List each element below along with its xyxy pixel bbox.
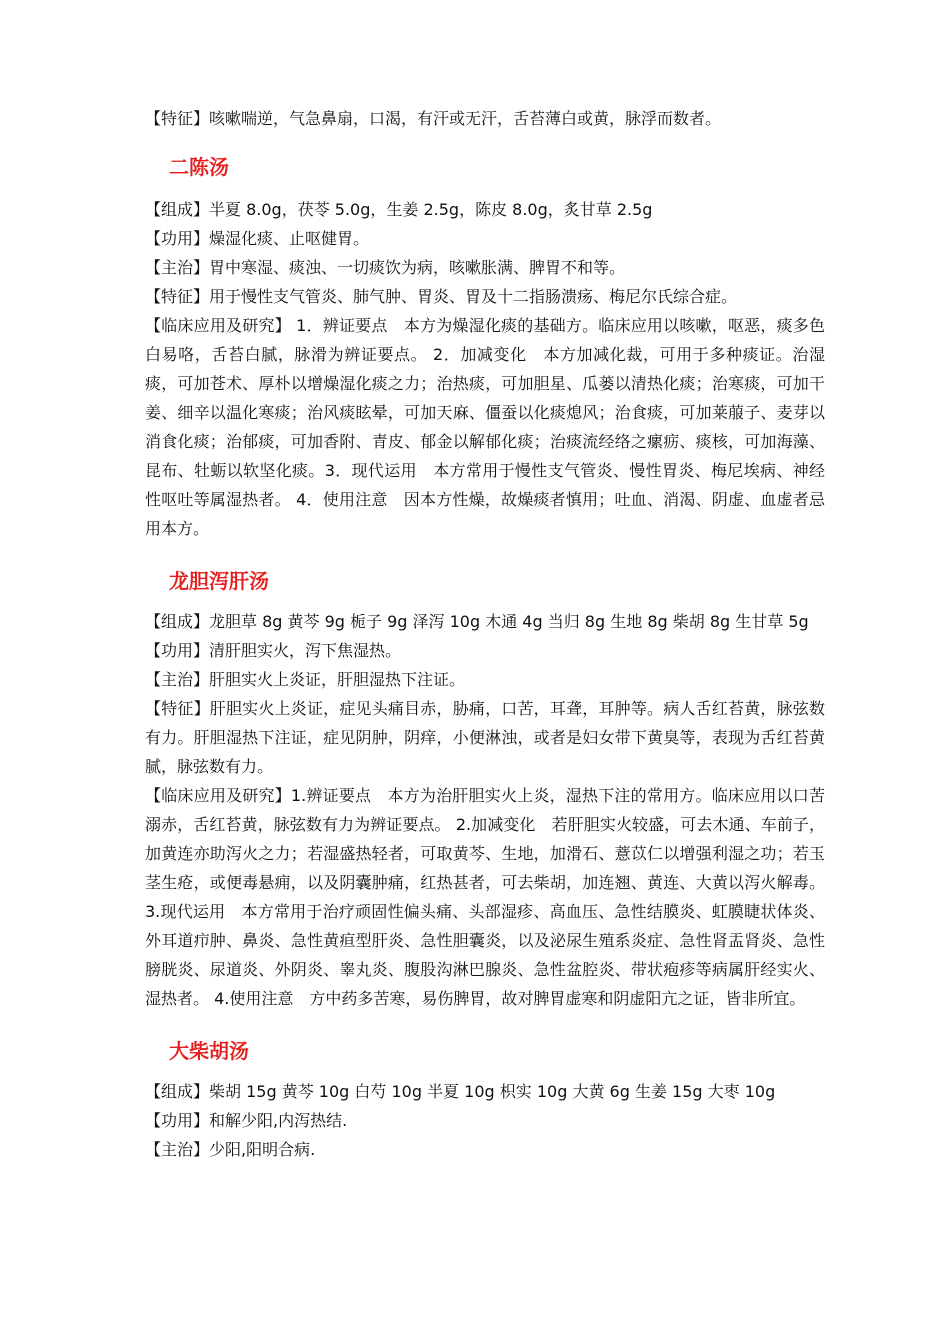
indication-line: 【主治】肝胆实火上炎证，肝胆湿热下注证。	[145, 670, 466, 689]
clinical-paragraph: 【临床应用及研究】 1．辨证要点 本方为燥湿化痰的基础方。临床应用以咳嗽，呕恶，痰多色白易咯，舌苔白腻，脉滑为辨证要点。 2．加减变化 本方加减化裁，可用于多种痰证。治湿痰，可加苍术、厚朴以增燥湿化痰之力；治热痰，可加胆星、瓜蒌以清热化痰；治寒痰，可加干姜、细辛以温化寒痰；治风痰眩晕，可加天麻、僵蚕以化痰熄风；治食痰，可加莱菔子、麦芽以消食化痰；治郁痰，可加香附、青皮、郁金以解郁化痰；治痰流经络之瘰疬、痰核，可加海藻、昆布、牡蛎以软坚化痰。3．现代运用 本方常用于慢性支气管炎、慢性胃炎、梅尼埃病、神经性呕吐等属湿热者。 4．使用注意 因本方性燥，故燥痰者慎用；吐血、消渴、阴虚、血虚者忌用本方。	[145, 316, 825, 538]
composition-line: 【组成】半夏 8.0g，茯苓 5.0g，生姜 2.5g，陈皮 8.0g，炙甘草 2.5g	[145, 200, 653, 219]
function-line: 【功用】燥湿化痰、止呕健胃。	[145, 229, 370, 248]
clinical-paragraph: 【临床应用及研究】1.辨证要点 本方为治肝胆实火上炎，湿热下注的常用方。临床应用以口苦溺赤，舌红苔黄，脉弦数有力为辨证要点。 2.加减变化 若肝胆实火较盛，可去木通、车前子，加黄连亦助泻火之力；若湿盛热轻者，可取黄芩、生地，加滑石、薏苡仁以增强利湿之功；若玉茎生疮，或便毒悬痈，以及阴囊肿痛，红热甚者，可去柴胡，加连翘、黄连、大黄以泻火解毒。 3.现代运用 本方常用于治疗顽固性偏头痛、头部湿疹、高血压、急性结膜炎、虹膜睫状体炎、外耳道疖肿、鼻炎、急性黄疸型肝炎、急性胆囊炎，以及泌尿生殖系炎症、急性肾盂肾炎、急性膀胱炎、尿道炎、外阴炎、睾丸炎、腹股沟淋巴腺炎、急性盆腔炎、带状疱疹等病属肝经实火、湿热者。 4.使用注意 方中药多苦寒，易伤脾胃，故对脾胃虚寒和阴虚阳亢之证，皆非所宜。	[145, 786, 825, 1008]
section-title-dachaihu: 大柴胡汤	[169, 1039, 249, 1063]
function-line: 【功用】和解少阳,内泻热结.	[145, 1111, 348, 1130]
function-line: 【功用】清肝胆实火，泻下焦湿热。	[145, 641, 402, 660]
indication-line: 【主治】少阳,阳明合病.	[145, 1140, 316, 1159]
section-title-erchen: 二陈汤	[169, 155, 229, 179]
intro-feature: 【特征】咳嗽喘逆，气急鼻扇，口渴，有汗或无汗，舌苔薄白或黄，脉浮而数者。	[145, 109, 722, 128]
section-title-longdan: 龙胆泻肝汤	[169, 569, 269, 593]
feature-paragraph: 【特征】肝胆实火上炎证，症见头痛目赤，胁痛，口苦，耳聋，耳肿等。病人舌红苔黄，脉弦数有力。肝胆湿热下注证，症见阴肿，阴痒，小便淋浊，或者是妇女带下黄臭等，表现为舌红苔黄腻，脉弦数有力。	[145, 699, 825, 776]
composition-line: 【组成】龙胆草 8g 黄芩 9g 栀子 9g 泽泻 10g 木通 4g 当归 8g 生地 8g 柴胡 8g 生甘草 5g	[145, 612, 809, 631]
document-page	[145, 104, 825, 1164]
composition-line: 【组成】柴胡 15g 黄芩 10g 白芍 10g 半夏 10g 枳实 10g 大黄 6g 生姜 15g 大枣 10g	[145, 1082, 776, 1101]
indication-line: 【主治】胃中寒湿、痰浊、一切痰饮为病，咳嗽胀满、脾胃不和等。	[145, 258, 626, 277]
feature-line: 【特征】用于慢性支气管炎、肺气肿、胃炎、胃及十二指肠溃疡、梅尼尔氏综合症。	[145, 287, 738, 306]
